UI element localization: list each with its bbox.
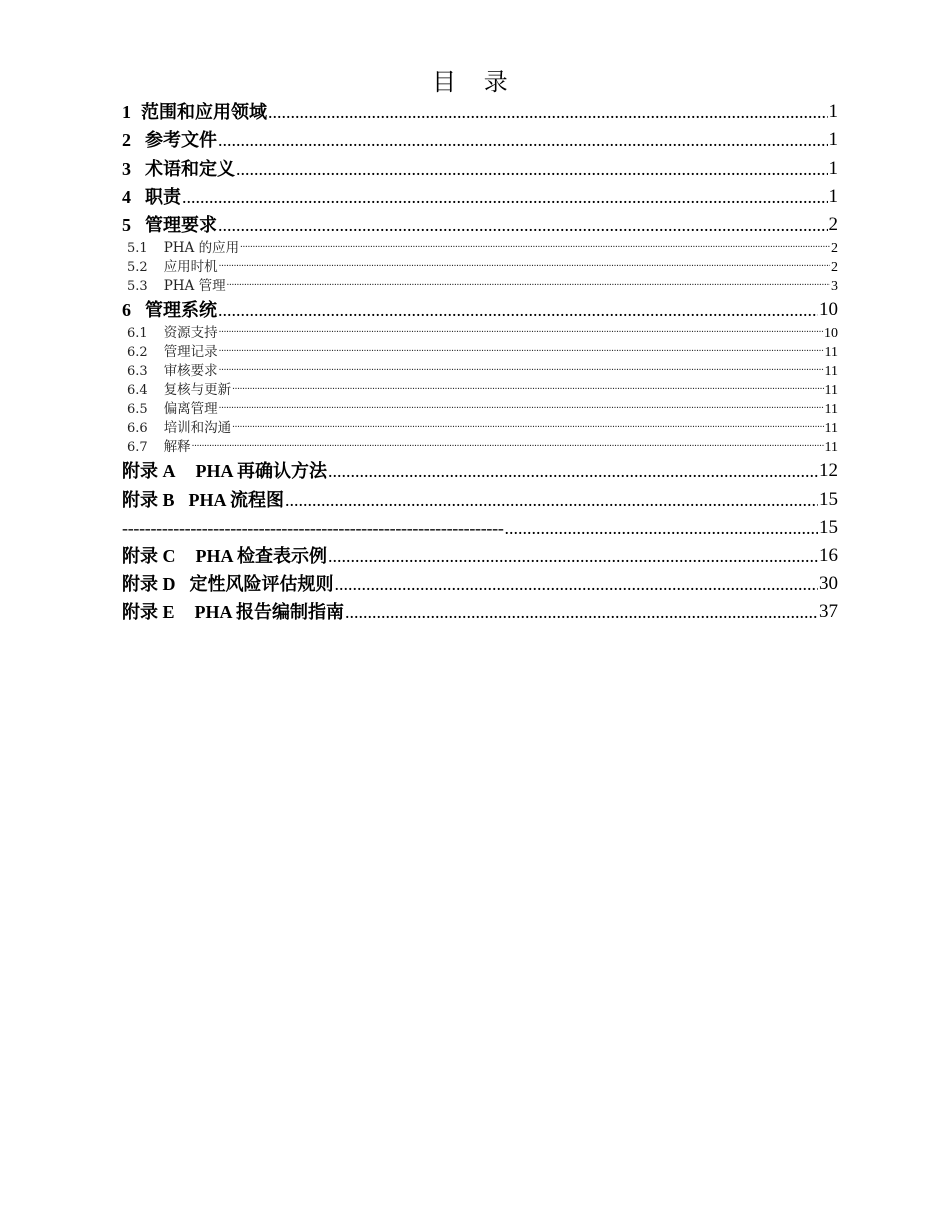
toc-entry-page: 2 [831,259,838,275]
dot-leader [182,193,828,211]
dot-leader [219,405,824,415]
toc-entry-text: PHA 检查表示例 [195,545,328,566]
toc-entry-appendix-b[interactable] [122,485,838,513]
toc-entry-page: 1 [828,129,838,151]
toc-entry-number: 5.3 [127,278,148,294]
toc-entry-label [127,277,226,296]
dot-leader [219,348,824,358]
toc-entry-number: 2 [122,130,131,151]
toc-entry-6-6[interactable] [122,419,838,438]
toc-entry-page: 1 [828,157,838,179]
toc-entry-number: 6 [122,300,131,321]
toc-entry-page: 2 [831,240,838,256]
toc-entry-page: 11 [824,440,838,456]
dot-leader [219,263,830,273]
toc-entry-label [127,324,218,343]
toc-entry-label [122,598,344,626]
toc-entry-6-2[interactable] [122,343,838,362]
toc-title: 目 录 [432,68,518,96]
toc-entry-label [127,400,218,419]
toc-entry-4[interactable] [122,183,838,211]
toc-entry-text: PHA 流程图 [188,489,285,510]
toc-entry-number: 6.6 [127,421,148,437]
dot-leader [335,580,819,598]
toc-entry-number: 6.3 [127,364,148,380]
toc-entry-text: ------------------------------------------------------------------- [122,517,504,538]
toc-entry-text: 应用时机 [163,258,218,275]
dot-leader [268,108,828,126]
toc-entry-page: 15 [819,516,838,538]
toc-entry-5-1[interactable] [122,239,838,258]
toc-entry-label [122,98,267,126]
toc-entry-text: 参考文件 [145,130,217,151]
dot-leader [328,552,818,570]
toc-entry-6[interactable] [122,296,838,324]
toc-entry-page: 16 [819,544,838,566]
toc-entry-label [127,438,191,457]
toc-entry-page: 15 [819,488,838,510]
toc-entry-text: 管理系统 [145,300,217,321]
toc-entry-5-3[interactable] [122,277,838,296]
toc-entry-page: 11 [824,364,838,380]
toc-entry-text: 复核与更新 [163,382,232,399]
dot-leader [232,424,823,434]
toc-entry-label [122,457,327,485]
toc-entry-page: 2 [828,213,838,235]
toc-entry-number: 6.2 [127,345,148,361]
toc-entry-label [122,486,284,514]
toc-entry-number: 5.1 [127,240,148,256]
toc-entry-text: 管理要求 [145,214,217,235]
toc-entry-label [127,419,231,438]
toc-entry-appendix-d[interactable] [122,570,838,598]
toc-entry-text: 术语和定义 [145,158,235,179]
toc-entry-label [127,258,218,277]
toc-entry-separator[interactable] [122,514,838,542]
toc-entry-6-1[interactable] [122,324,838,343]
toc-entry-page: 30 [819,573,838,595]
toc-entry-number: 附录 D [122,574,176,595]
toc-entry-number: 附录 C [122,545,176,566]
toc-entry-page: 10 [824,326,838,342]
toc-entry-label [122,126,217,154]
toc-entry-number: 6.7 [127,440,148,456]
toc-entry-page: 1 [828,101,838,123]
toc-entry-number: 附录 A [122,461,176,482]
toc-entry-label [122,542,327,570]
toc-entry-6-4[interactable] [122,381,838,400]
toc-entry-label [122,296,217,324]
dot-leader [218,136,828,154]
dot-leader [227,282,830,292]
dot-leader [505,524,818,542]
toc-entry-6-3[interactable] [122,362,838,381]
toc-entry-text: 职责 [145,186,181,207]
toc-entry-appendix-c[interactable] [122,542,838,570]
toc-entry-5-2[interactable] [122,258,838,277]
dot-leader [328,467,818,485]
toc-entry-text: PHA 管理 [163,277,226,294]
toc-entry-1[interactable] [122,98,838,126]
toc-entry-number: 5 [122,214,131,235]
table-of-contents [122,98,838,626]
toc-entry-label [127,239,239,258]
dot-leader [232,386,823,396]
toc-entry-6-7[interactable] [122,438,838,457]
toc-entry-label [127,343,218,362]
toc-entry-label [122,155,235,183]
dot-leader [240,244,830,254]
toc-entry-text: 审核要求 [163,363,218,380]
toc-entry-2[interactable] [122,126,838,154]
toc-entry-6-5[interactable] [122,400,838,419]
toc-entry-number: 3 [122,158,131,179]
toc-entry-text: 范围和应用领域 [141,102,267,123]
toc-entry-text: 管理记录 [163,344,218,361]
dot-leader [219,329,823,339]
toc-entry-page: 11 [824,402,838,418]
toc-entry-number: 6.1 [127,326,148,342]
toc-entry-number: 附录 B [122,489,175,510]
toc-entry-text: 定性风险评估规则 [189,574,334,595]
toc-entry-text: PHA 再确认方法 [195,461,328,482]
toc-entry-number: 6.4 [127,383,148,399]
toc-entry-text: 偏离管理 [163,401,218,418]
dot-leader [345,608,818,626]
toc-entry-3[interactable] [122,154,838,182]
toc-entry-page: 11 [824,383,838,399]
toc-entry-appendix-a[interactable] [122,457,838,485]
toc-entry-label [127,381,231,400]
toc-entry-text: PHA 的应用 [163,239,240,256]
toc-entry-label [127,362,218,381]
toc-entry-page: 12 [819,460,838,482]
dot-leader [236,165,828,183]
dot-leader [219,367,824,377]
toc-entry-page: 11 [824,421,838,437]
toc-entry-number: 5.2 [127,259,148,275]
toc-entry-page: 11 [824,345,838,361]
toc-entry-appendix-e[interactable] [122,598,838,626]
toc-entry-text: 解释 [163,439,191,456]
dot-leader [218,306,818,324]
dot-leader [285,496,818,514]
toc-entry-label [122,211,217,239]
toc-entry-5[interactable] [122,211,838,239]
toc-entry-text: PHA 报告编制指南 [194,602,345,623]
toc-entry-label [122,570,334,598]
toc-entry-number: 4 [122,186,131,207]
toc-entry-number: 附录 E [122,602,175,623]
toc-entry-number: 6.5 [127,402,148,418]
toc-entry-label [122,183,181,211]
toc-entry-page: 10 [819,299,838,321]
toc-entry-text: 资源支持 [163,325,218,342]
toc-entry-page: 37 [819,601,838,623]
toc-entry-page: 3 [831,278,838,294]
dot-leader [192,443,824,453]
dot-leader [218,221,828,239]
toc-entry-number: 1 [122,102,131,123]
toc-entry-text: 培训和沟通 [163,420,232,437]
toc-entry-page: 1 [828,185,838,207]
